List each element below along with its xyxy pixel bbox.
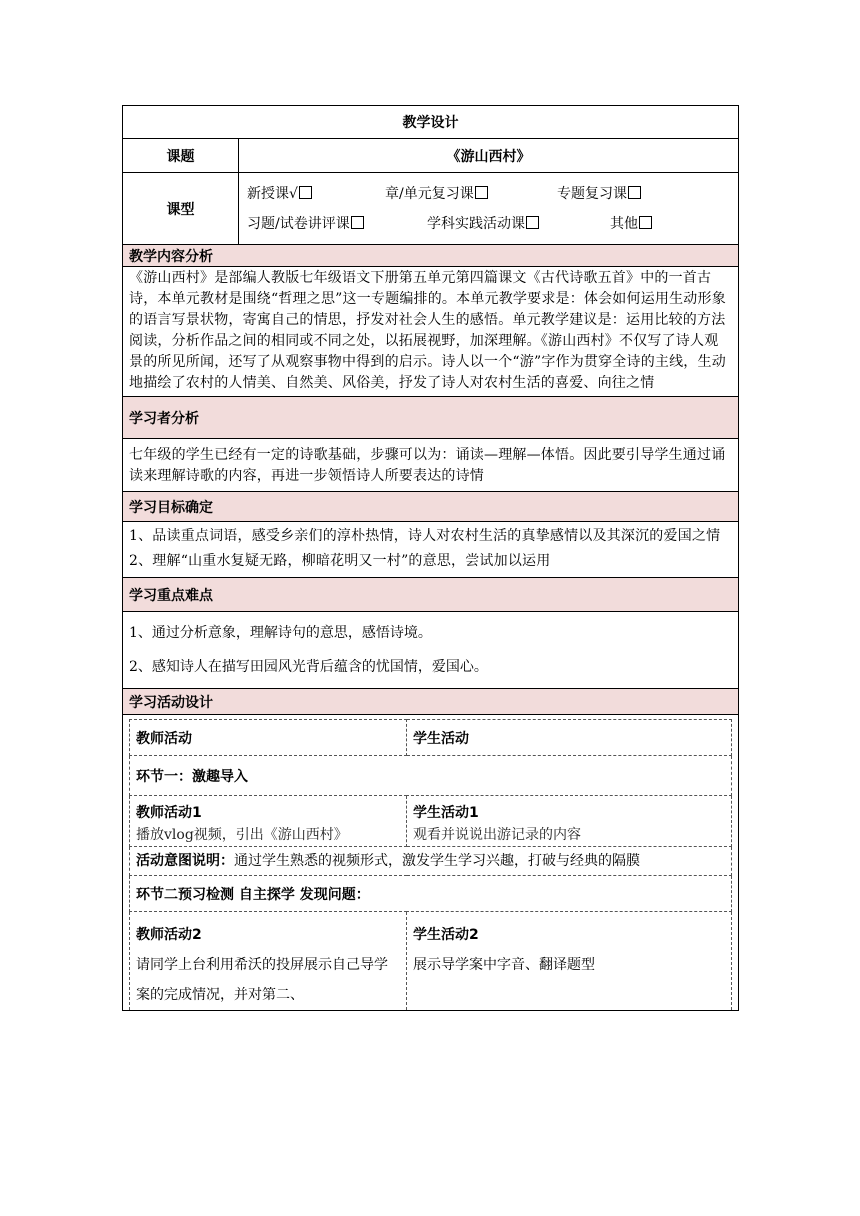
checkbox-icon <box>526 216 539 229</box>
teacher-column-header: 教师活动 <box>130 720 407 756</box>
checkbox-icon <box>475 186 488 199</box>
stage2-student-cell <box>407 912 732 1011</box>
checkbox-icon <box>639 216 652 229</box>
checkbox-icon <box>351 216 364 229</box>
lesson-type-label: 课型 <box>123 173 239 245</box>
checkbox-icon <box>299 186 312 199</box>
lesson-type-options-row2 <box>245 209 732 239</box>
stage1-activity-row <box>130 796 732 847</box>
stage2-title: 环节二预习检测 自主探学 发现问题： <box>130 876 732 912</box>
checkbox-icon <box>628 186 641 199</box>
learner-analysis-heading-row <box>123 397 739 439</box>
activities-heading: 学习活动设计 <box>123 689 739 715</box>
stage1-teacher-text: 播放vlog视频，引出《游山西村》 <box>136 827 348 843</box>
key-points-list <box>123 612 739 689</box>
activities-heading-row <box>123 689 739 715</box>
activities-body-row <box>123 715 739 1011</box>
topic-row <box>123 139 739 173</box>
activities-panel <box>123 715 739 1011</box>
stage1-student-cell <box>407 796 732 847</box>
stage2-teacher-cell <box>130 912 407 1011</box>
key-point-item: 2、感知诗人在描写田园风光背后蕴含的忧国情，爱国心。 <box>129 659 488 675</box>
option-exercise-review[interactable]: 习题/试卷讲评课 <box>247 209 427 239</box>
stage1-student-label: 学生活动1 <box>413 805 479 821</box>
content-analysis-text: 《游山西村》是部编人教版七年级语文下册第五单元第四篇课文《古代诗歌五首》中的一首古诗，本单元教材是围绕“哲理之思”这一专题编排的。本单元教学要求是：体会如何运用生动形象的语言写景状物，寄寓自己的情思，抒发对社会人生的感悟。单元教学建议是：运用比较的方法阅读，分析作品之间的相同或不同之处，以拓展视野，加深理解。《游山西村》不仅写了诗人观景的所见所闻，还写了从观察事物中得到的启示。诗人以一个“游”字作为贯穿全诗的主线，生动地描绘了农村的人情美、自然美、风俗美，抒发了诗人对农村生活的喜爱、向往之情 <box>123 267 739 397</box>
content-analysis-heading: 教学内容分析 <box>123 245 739 267</box>
key-point-item: 1、通过分析意象，理解诗句的意思，感悟诗境。 <box>129 625 432 641</box>
option-other[interactable]: 其他 <box>610 209 652 239</box>
key-points-body-row <box>123 612 739 689</box>
stage2-teacher-text: 请同学上台利用希沃的投屏展示自己导学案的完成情况，并对第二、 <box>136 957 388 1003</box>
lesson-type-options <box>239 173 739 245</box>
objectives-heading: 学习目标确定 <box>123 492 739 522</box>
stage1-title-row <box>130 756 732 796</box>
stage2-student-label: 学生活动2 <box>413 927 479 943</box>
objectives-heading-row <box>123 492 739 522</box>
topic-label: 课题 <box>123 139 239 173</box>
option-new-lesson[interactable]: 新授课√ <box>247 179 385 209</box>
stage2-title-row <box>130 876 732 912</box>
learner-analysis-heading: 学习者分析 <box>123 397 739 439</box>
lesson-plan-table <box>122 105 739 1011</box>
stage1-student-text: 观看并说说出游记录的内容 <box>413 827 581 843</box>
document-title: 教学设计 <box>123 106 739 139</box>
objective-item: 1、品读重点词语，感受乡亲们的淳朴热情，诗人对农村生活的真挚感情以及其深沉的爱国之情 <box>129 528 721 544</box>
objectives-list <box>123 522 739 578</box>
stage1-intent: 活动意图说明：通过学生熟悉的视频形式，激发学生学习兴趣，打破与经典的隔膜 <box>130 847 732 876</box>
header-row <box>123 106 739 139</box>
learner-analysis-text: 七年级的学生已经有一定的诗歌基础，步骤可以为：诵读—理解—体悟。因此要引导学生通过诵读来理解诗歌的内容，再进一步领悟诗人所要表达的诗情 <box>123 439 739 492</box>
learner-analysis-body-row <box>123 439 739 492</box>
lesson-type-row <box>123 173 739 245</box>
stage2-teacher-label: 教师活动2 <box>136 927 202 943</box>
option-unit-review[interactable]: 章/单元复习课 <box>385 179 557 209</box>
objectives-body-row <box>123 522 739 578</box>
key-points-heading: 学习重点难点 <box>123 578 739 612</box>
stage2-activity-row <box>130 912 732 1011</box>
objective-item: 2、理解“山重水复疑无路，柳暗花明又一村”的意思，尝试加以运用 <box>129 553 551 569</box>
option-practice-activity[interactable]: 学科实践活动课 <box>427 209 610 239</box>
lesson-plan-document <box>122 105 739 1011</box>
student-column-header: 学生活动 <box>407 720 732 756</box>
stage1-teacher-cell <box>130 796 407 847</box>
activities-column-headers <box>130 720 732 756</box>
stage1-title: 环节一：激趣导入 <box>130 756 732 796</box>
lesson-type-options-row1 <box>245 179 732 209</box>
stage1-intent-row <box>130 847 732 876</box>
key-points-heading-row <box>123 578 739 612</box>
content-analysis-body-row <box>123 267 739 397</box>
stage1-teacher-label: 教师活动1 <box>136 805 202 821</box>
activities-table <box>129 719 732 1010</box>
stage2-student-text: 展示导学案中字音、翻译题型 <box>413 957 595 973</box>
option-topic-review[interactable]: 专题复习课 <box>557 179 641 209</box>
content-analysis-heading-row <box>123 245 739 267</box>
topic-value: 《游山西村》 <box>239 139 739 173</box>
